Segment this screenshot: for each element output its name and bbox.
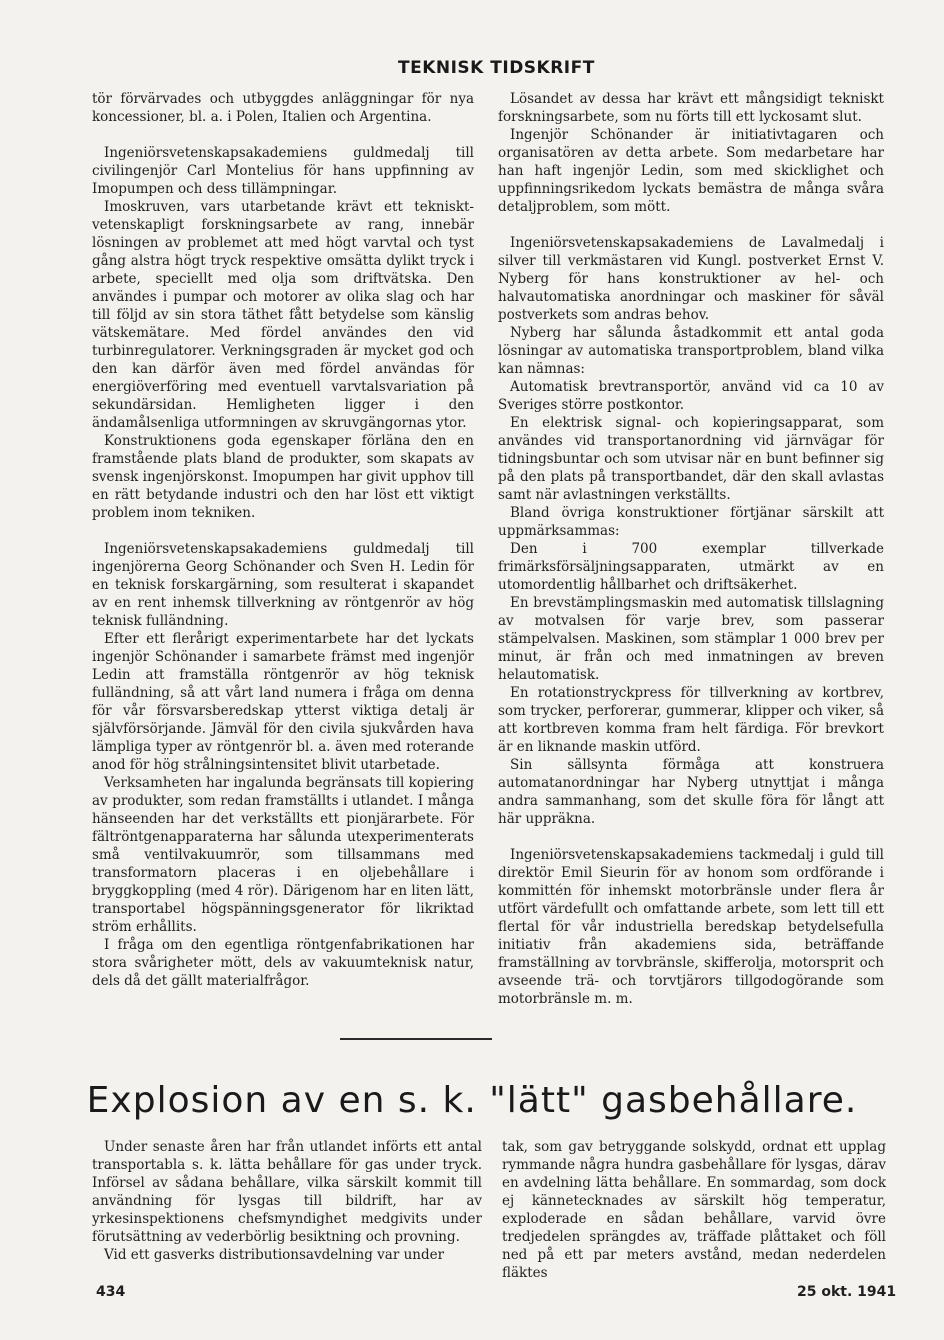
paragraph: En elektrisk signal- och kopieringsapparat, som användes vid transportanordning vid järnvägar för tidningsbuntar och som utvisar när en bunt befinner sig på den plats på transportbandet, där den skall avlastas samt när avlastningen verkställts. [498,415,884,503]
paragraph: Efter ett flerårigt experimentarbete har det lyckats ingenjör Schönander i samarbete främst med ingenjör Ledin att framställa röntgenrör av hög teknisk fulländning, så att vårt land numera i fråga om denna för vår försvarsberedskap ytterst viktiga detalj är självförsörjande. Jämväl för den civila sjukvården hava lämpliga typer av röntgenrör bl. a. även med roterande anod för hög strålningsintensitet blivit utarbetade. [92,631,474,773]
masthead: TEKNISK TIDSKRIFT [398,58,595,78]
paragraph: Ingeniörsvetenskapsakademiens guldmedalj till ingenjörerna Georg Schönander och Sven H. Ledin för en teknisk forskargärning, som resulterat i skapandet av en rent inhemsk tillverkning av röntgenrör av hög teknisk fulländning. [92,541,474,629]
page-number: 434 [96,1284,126,1300]
paragraph: En rotationstryckpress för tillverkning av kortbrev, som trycker, perforerar, gummerar, klipper och viker, så att kortbreven komma fram helt färdiga. För brevkort är en liknande maskin utförd. [498,685,884,755]
paragraph: Vid ett gasverks distributionsavdelning var under [104,1247,445,1263]
paragraph: Automatisk brevtransportör, använd vid ca 10 av Sveriges större postkontor. [498,379,884,413]
paragraph: Under senaste åren har från utlandet införts ett antal transportabla s. k. lätta behållare för gas under tryck. Införsel av sådana behållare, vilka särskilt kommit till användning för lysgas till bildrift, har av yrkesinspektionens chefsmyndighet medgivits under förutsättning av vederbörlig besiktning och provning. [92,1139,482,1245]
paragraph: I fråga om den egentliga röntgenfabrikationen har stora svårigheter mött, dels av vakuumteknisk natur, dels då det gällt materialfrågor. [92,937,474,989]
paragraph: Sin sällsynta förmåga att konstruera automatanordningar har Nyberg utnyttjat i många andra sammanhang, som det skulle föra för långt att här uppräkna. [498,757,884,827]
left-column [92,90,474,990]
paragraph: Ingeniörsvetenskapsakademiens de Lavalmedalj i silver till verkmästaren vid Kungl. postverket Ernst V. Nyberg för hans konstruktioner av hel- och halvautomatiska anordningar och maskiner för såväl postverkets som andras behov. [498,235,884,323]
paragraph: Ingenjör Schönander är initiativtagaren och organisatören av detta arbete. Som medarbetare har han haft ingenjör Ledin, som med skicklighet och uppfinningsrikedom lyckats bemästra de många svåra detaljproblem, som mött. [498,127,884,215]
paragraph: Ingeniörsvetenskapsakademiens guldmedalj till civilingenjör Carl Montelius för hans uppfinning av Imopumpen och dess tillämpningar. [92,145,474,197]
paragraph: Verksamheten har ingalunda begränsats till kopiering av produkter, som redan framställts i utlandet. I många hänseenden har det verkställts ett pionjärarbete. För fältröntgenapparaterna har sålunda utexperimenterats små ventilvakuumrör, som tillsammans med transformatorn placeras i en oljebehållare i bryggkoppling (med 4 rör). Därigenom har en liten lätt, transportabel högspänningsgenerator för likriktad ström erhållits. [92,775,474,935]
paragraph: Den i 700 exemplar tillverkade frimärksförsäljningsapparaten, utmärkt av en utomordentlig hållbarhet och driftsäkerhet. [498,541,884,593]
section-divider [340,1038,492,1040]
article-left-column [92,1138,482,1264]
paragraph: Ingeniörsvetenskapsakademiens tackmedalj i guld till direktör Emil Sieurin för av honom som ordförande i kommittén för inhemskt motorbränsle under flera år utfört värdefullt och omfattande arbete, som lett till ett flertal för vår industriella beredskap betydelsefulla initiativ från akademiens sida, beträffande framställning av torvbränsle, skifferolja, motorsprit och avseende trä- och torvtjärors tillgodogörande som motorbränsle m. m. [498,847,884,1007]
right-column [498,90,884,1008]
article-heading: Explosion av en s. k. "lätt" gasbehållare. [86,1080,858,1121]
paragraph: Imoskruven, vars utarbetande krävt ett tekniskt-vetenskapligt forskningsarbete av rang, innebär lösningen av problemet att med högt varvtal och tyst gång alstra högt tryck respektive omsätta dylikt tryck i arbete, speciellt med olja som driftvätska. Den användes i pumpar och motorer av olika slag och har till följd av sin stora täthet fått betydelse som känslig vätskemätare. Med fördel användes den vid turbinregulatorer. Verkningsgraden är mycket god och den kan därför även med fördel användas för energiöverföring med eventuell varvtalsvariation på sekundärsidan. Hemligheten ligger i den ändamålsenliga utformningen av skruvgängornas ytor. [92,199,474,431]
issue-date: 25 okt. 1941 [797,1284,897,1300]
article-right-column [502,1138,886,1282]
paragraph: tör förvärvades och utbyggdes anläggningar för nya koncessioner, bl. a. i Polen, Italien och Argentina. [92,91,474,125]
paragraph: Konstruktionens goda egenskaper förläna den en framstående plats bland de produkter, som skapats av svensk ingenjörskonst. Imopumpen har givit upphov till en rätt betydande industri och den har löst ett viktigt problem inom tekniken. [92,433,474,521]
paragraph: Nyberg har sålunda åstadkommit ett antal goda lösningar av automatiska transportproblem, bland vilka kan nämnas: [498,325,884,377]
paragraph: tak, som gav betryggande solskydd, ordnat ett upplag rymmande några hundra gasbehållare för lysgas, därav en avdelning lätta behållare. En sommardag, som dock ej kännetecknades av särskilt hög temperatur, exploderade en sådan behållare, varvid övre tredjedelen sprängdes av, träffade plåttaket och föll ned på ett par meters avstånd, medan nederdelen fläktes [502,1139,886,1281]
paragraph: En brevstämplingsmaskin med automatisk tillslagning av motvalsen för varje brev, som passerar stämpelvalsen. Maskinen, som stämplar 1 000 brev per minut, är från och med inmatningen av breven helautomatisk. [498,595,884,683]
paragraph: Bland övriga konstruktioner förtjänar särskilt att uppmärksammas: [498,505,884,539]
paragraph: Lösandet av dessa har krävt ett mångsidigt tekniskt forskningsarbete, som nu förts till ett lyckosamt slut. [498,91,884,125]
